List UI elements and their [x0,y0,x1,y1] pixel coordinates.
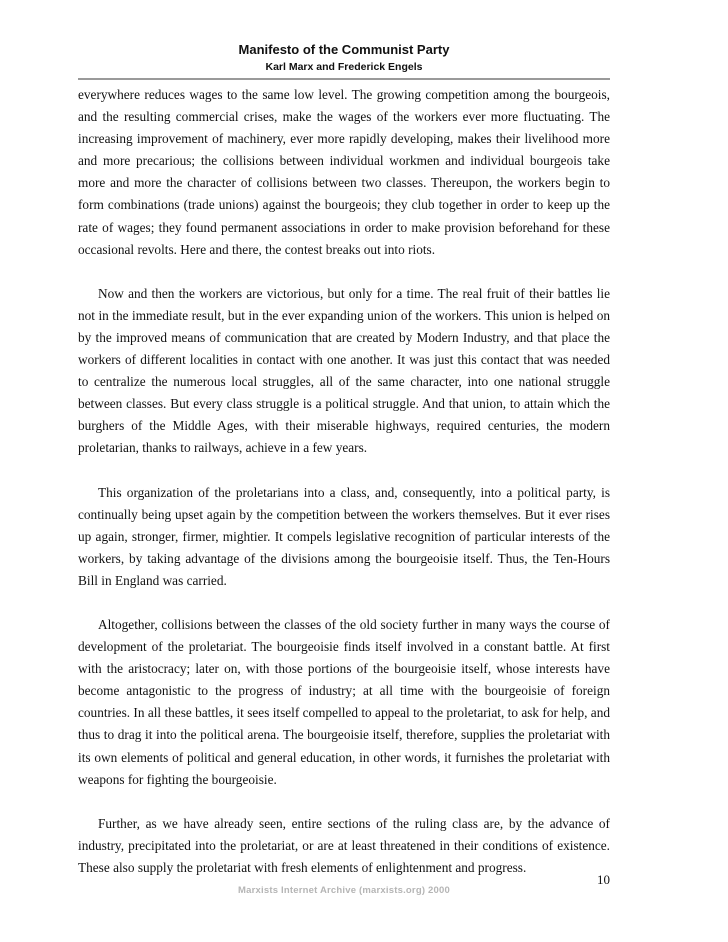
document-title: Manifesto of the Communist Party [238,42,450,57]
paragraph-2: Now and then the workers are victorious, but only for a time. The real fruit of their battles lie not in the immediate result, but in the ever expanding union of the workers. This union is helped on by the improved means of communication that are created by Modern Industry, and that place the workers of different localities in contact with one another. It was just this contact that was needed to centralize the numerous local struggles, all of the same character, into one national struggle between classes. But every class struggle is a political struggle. And that union, to attain which the burghers of the Middle Ages, with their miserable highways, required centuries, the modern proletarian, thanks to railways, achieve in a few years. [78,285,610,456]
page-footer: Marxists Internet Archive (marxists.org) 2000 [238,885,450,896]
document-body [78,84,610,901]
paragraph-5: Further, as we have already seen, entire sections of the ruling class are, by the advance of industry, precipitated into the proletariat, or are at least threatened in their conditions of existence. These also supply the proletariat with fresh elements of enlightenment and progress. [78,815,610,875]
page-number: 10 [597,872,610,887]
header-divider [78,78,610,80]
page-header [78,42,610,74]
paragraph-3: This organization of the proletarians into a class, and, consequently, into a political party, is continually being upset again by the competition between the workers themselves. But it ever rises up again, stronger, firmer, mightier. It compels legislative recognition of particular interests of the workers, by taking advantage of the divisions among the bourgeoisie itself. Thus, the Ten-Hours Bill in England was carried. [78,484,610,588]
paragraph-4: Altogether, collisions between the classes of the old society further in many ways the course of development of the proletariat. The bourgeoisie finds itself involved in a constant battle. At first with the aristocracy; later on, with those portions of the bourgeoisie itself, whose interests have become antagonistic to the progress of industry; at all time with the bourgeoisie of foreign countries. In all these battles, it sees itself compelled to appeal to the proletariat, to ask for help, and thus to drag it into the political arena. The bourgeoisie itself, therefore, supplies the proletariat with its own elements of political and general education, in other words, it furnishes the proletariat with weapons for fighting the bourgeoisie. [78,616,610,787]
document-authors: Karl Marx and Frederick Engels [265,61,423,73]
paragraph-1: everywhere reduces wages to the same low level. The growing competition among the bourgeois, and the resulting commercial crises, make the wages of the workers ever more fluctuating. The increasing improvement of machinery, ever more rapidly developing, makes their livelihood more and more precarious; the collisions between individual workmen and individual bourgeois take more and more the character of collisions between two classes. Thereupon, the workers begin to form combinations (trade unions) against the bourgeois; they club together in order to keep up the rate of wages; they found permanent associations in order to make provision beforehand for these occasional revolts. Here and there, the contest breaks out into riots. [78,87,610,257]
